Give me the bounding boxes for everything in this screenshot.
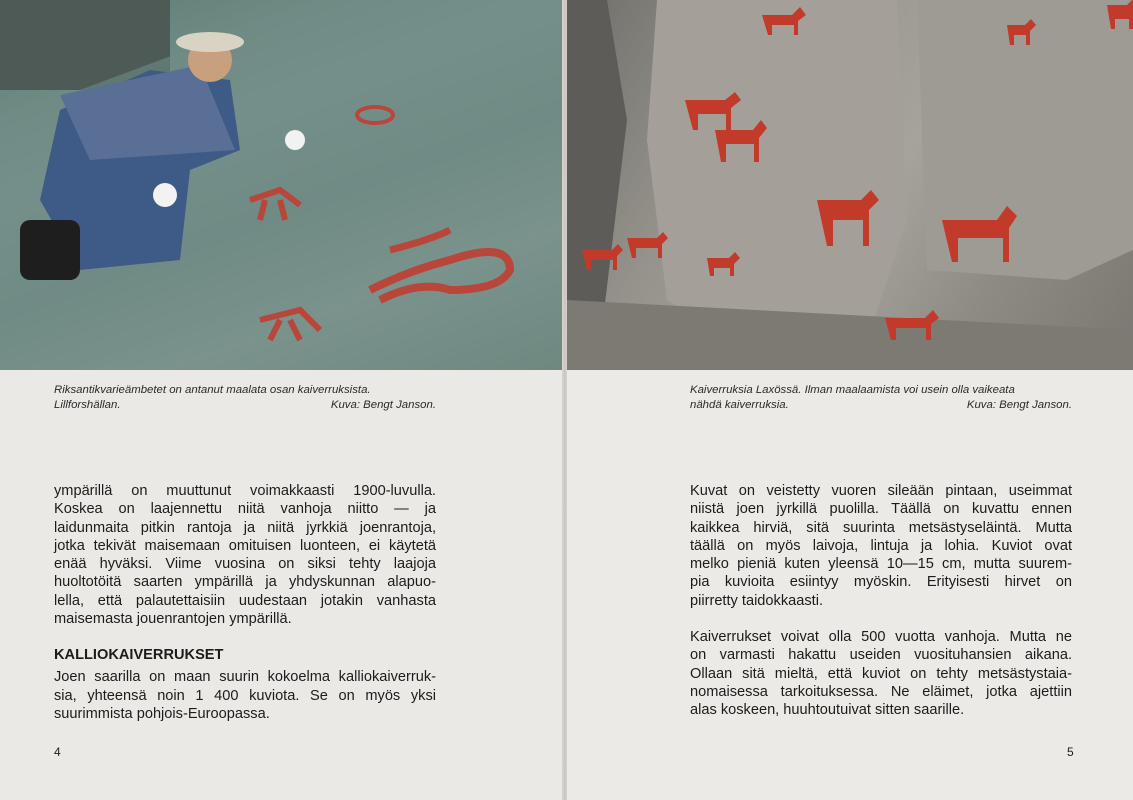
text-line: Koskea on laajennettu niitä vanhoja niitto — ja	[54, 501, 436, 518]
text-line: jotka tekivät maisemaan omituisen luonteen, ei käytetä	[54, 537, 436, 554]
text-line: ympärillä on muuttunut voimakkaasti 1900-luvulla.	[54, 483, 436, 499]
rock-carving-photo-illustration	[0, 0, 562, 370]
caption-text: Kaiverruksia Laxössä. Ilman maalaamista voi usein olla vaikeata	[690, 384, 1015, 396]
photo-credit: Kuva: Bengt Janson.	[966, 399, 1072, 411]
page-number: 5	[1067, 745, 1074, 759]
paragraph	[690, 482, 1072, 610]
text-line: Kaiverrukset voivat olla 500 vuotta vanhoja. Mutta ne	[690, 629, 1072, 646]
page-number: 4	[54, 745, 61, 759]
right-page	[567, 0, 1133, 800]
text-line: kaikkea hirviä, sitä suurinta metsästyseläintä. Mutta	[690, 519, 1072, 536]
elk-carvings-illustration	[567, 0, 1133, 370]
caption-text-continued: nähdä kaiverruksia.	[690, 399, 789, 411]
paragraph	[54, 482, 436, 628]
photo-credit: Kuva: Bengt Janson.	[330, 399, 436, 411]
text-line: maisemasta jouenrantojen ympärillä.	[54, 611, 292, 628]
text-line: laidunmaita pitkin rantoja ja niitä jyrkkiä joenrantoja,	[54, 519, 436, 536]
text-line: piirretty taidokkaasti.	[690, 592, 824, 609]
photo-caption	[54, 383, 436, 413]
text-line: melko pieniä kuten yleensä 10—15 cm, mutta suurem-	[690, 556, 1072, 573]
text-line: niistä joen jyrkillä puolilla. Täällä on kuvattu ennen	[690, 501, 1072, 518]
paragraph	[54, 668, 436, 723]
text-line: suurimmista pohjois-Euroopassa.	[54, 705, 270, 722]
body-text	[690, 482, 1072, 738]
photo-caption	[690, 383, 1072, 413]
text-line: pia kuvioita esiintyy myöskin. Erityisesti hirvet on	[690, 574, 1072, 591]
body-text	[54, 482, 436, 741]
text-line: enää hyväksi. Viime vuosina on siksi tehty laajoja	[54, 556, 436, 573]
text-line: Ollaan sitä mieltä, että kuviot on tehty metsästystaia-	[690, 665, 1072, 682]
caption-location: Lillforshällan.	[54, 399, 121, 411]
text-line: nomaisessa tarkoituksessa. Ne eläimet, jotka ajettiin	[690, 683, 1072, 700]
photo-man-painting-rock-carvings	[0, 0, 562, 370]
text-line: alas koskeen, huuhtoutuivat sitten saarille.	[690, 702, 965, 719]
text-line: lella, että palautettaisiin uudestaan jotakin vanhasta	[54, 592, 436, 609]
caption-text: Riksantikvarieämbetet on antanut maalata osan kaiverruksista.	[54, 384, 371, 396]
paragraph	[690, 628, 1072, 719]
text-line: sia, yhteensä noin 1 400 kuviota. Se on myös yksi	[54, 687, 436, 704]
photo-painted-elk-carvings	[567, 0, 1133, 370]
text-line: on varmasti hakattu useiden vuosituhansien aikana.	[690, 647, 1072, 664]
text-line: täällä on myös laivoja, lintuja ja lohia. Kuviot ovat	[690, 537, 1072, 554]
section-heading: KALLIOKAIVERRUKSET	[54, 647, 224, 664]
text-line: Joen saarilla on maan suurin kokoelma kalliokaiverruk-	[54, 669, 436, 686]
text-line: Kuvat on veistetty vuoren sileään pintaan, useimmat	[690, 483, 1072, 499]
text-line: huoltotöitä saarten ympärillä ja yhdyskunnan alapuo-	[54, 574, 436, 591]
left-page	[0, 0, 564, 800]
